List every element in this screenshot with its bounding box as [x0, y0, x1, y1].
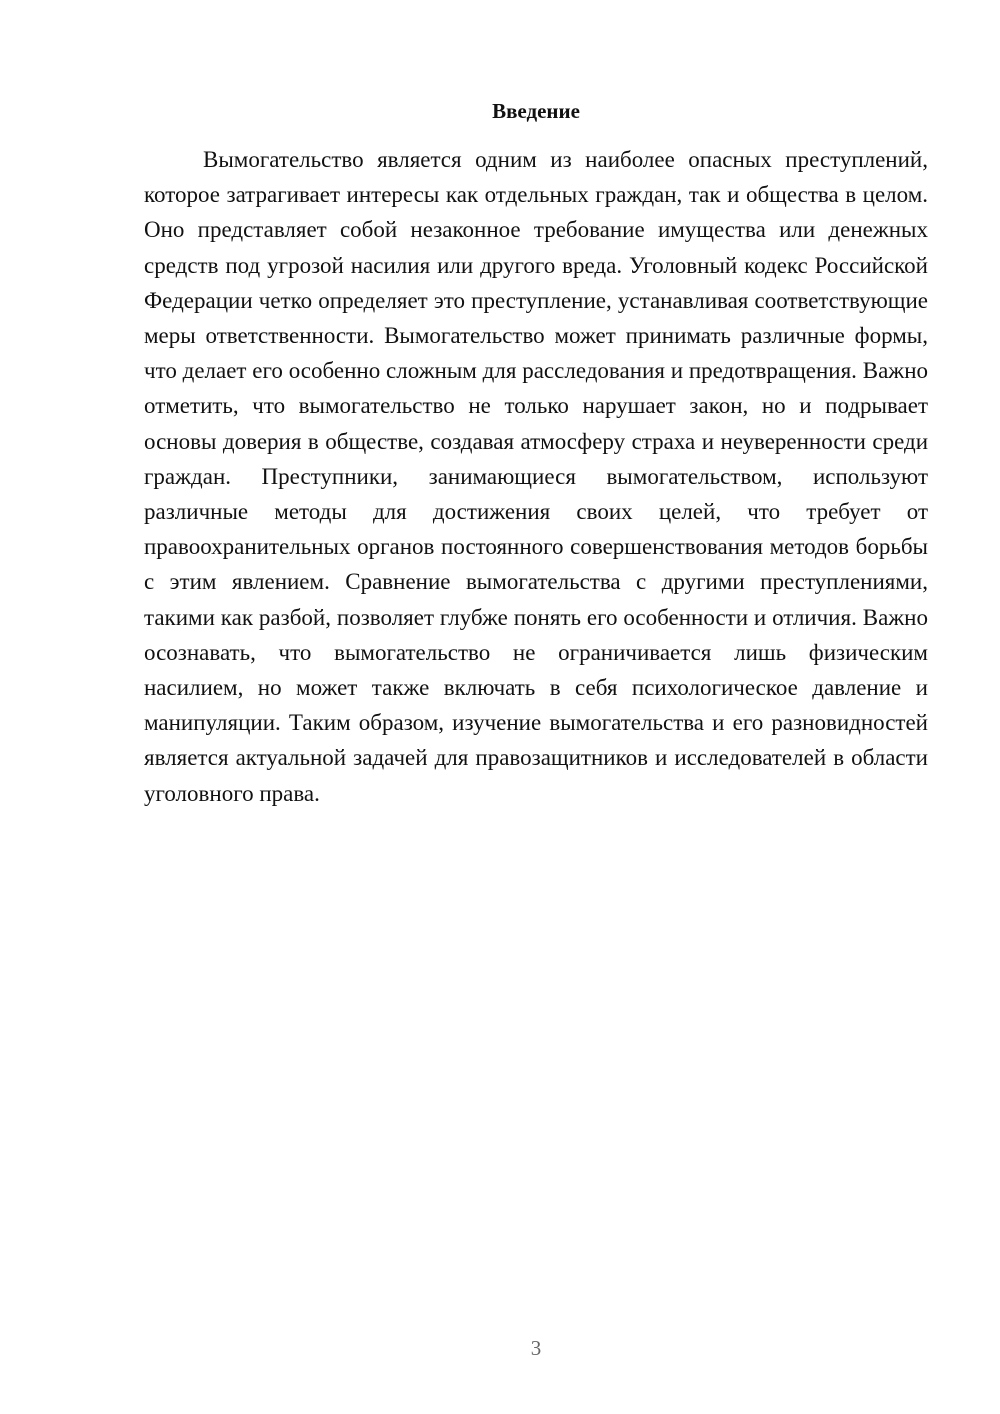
- page-number: 3: [530, 1336, 542, 1360]
- body-paragraph: Вымогательство является одним из наиболее опасных преступлений, которое затрагивает интересы как отдельных граждан, так и общества в целом. Оно представляет собой незаконное требование имущества или денежных средств под угрозой насилия или другого вреда. Уголовный кодекс Российской Федерации четко определяет это преступление, устанавливая соответствующие меры ответственности. Вымогательство может принимать различные формы, что делает его особенно сложным для расследования и предотвращения. Важно отметить, что вымогательство не только нарушает закон, но и подрывает основы доверия в обществе, создавая атмосферу страха и неуверенности среди граждан. Преступники, занимающиеся вымогательством, используют различные методы для достижения своих целей, что требует от правоохранительных органов постоянного совершенствования методов борьбы с этим явлением. Сравнение вымогательства с другими преступлениями, такими как разбой, позволяет глубже понять его особенности и отличия. Важно осознавать, что вымогательство не ограничивается лишь физическим насилием, но может также включать в себя психологическое давление и манипуляции. Таким образом, изучение вымогательства и его разновидностей является актуальной задачей для правозащитников и исследователей в области уголовного права.: [144, 147, 928, 806]
- section-title: Введение: [492, 99, 580, 123]
